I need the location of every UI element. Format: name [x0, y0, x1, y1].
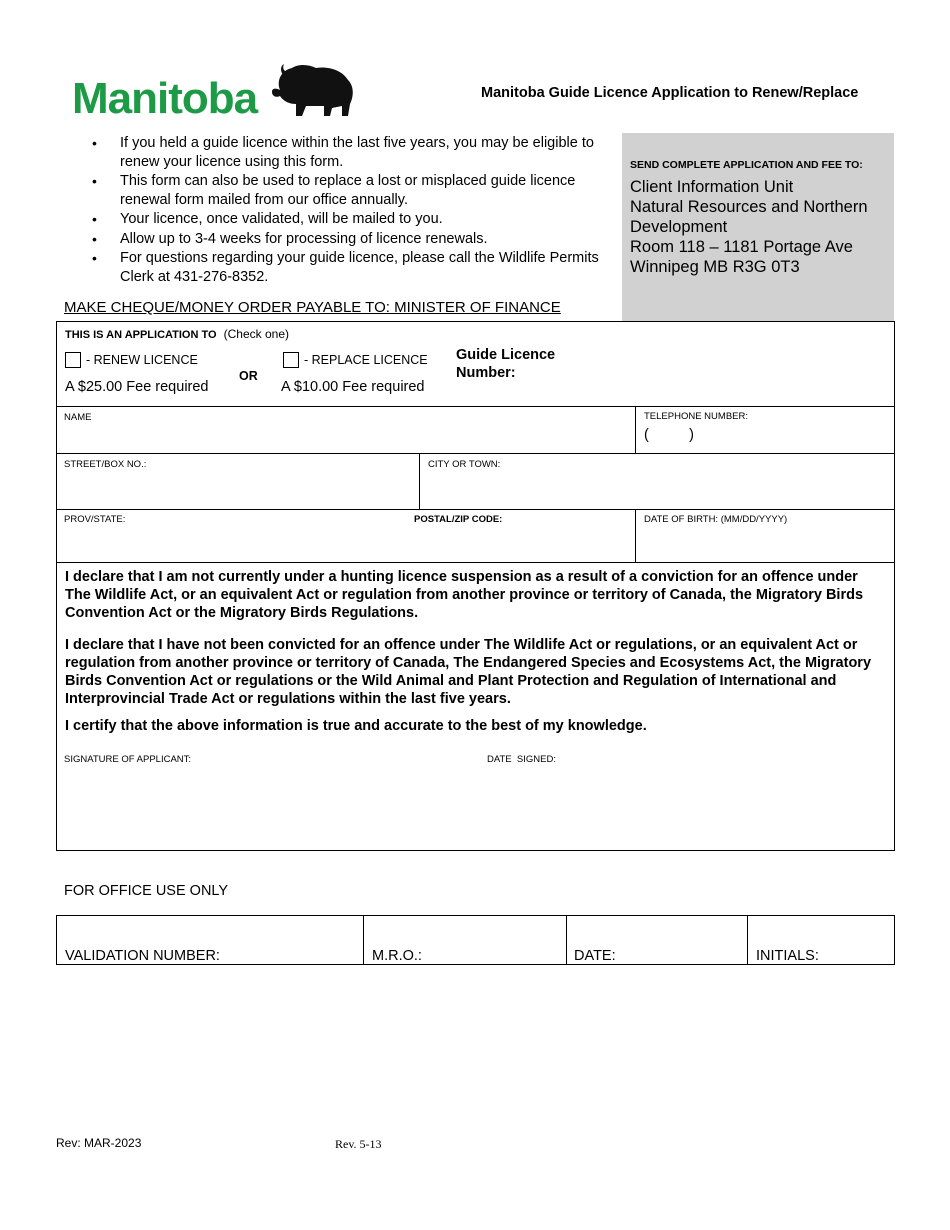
or-separator: OR	[239, 369, 258, 383]
office-use-label: FOR OFFICE USE ONLY	[64, 883, 229, 899]
renew-label: - RENEW LICENCE	[86, 353, 198, 367]
send-to-line: Client Information Unit	[630, 178, 794, 196]
renew-checkbox[interactable]	[65, 352, 81, 368]
office-date-label: DATE:	[574, 948, 616, 964]
send-to-box	[622, 133, 894, 322]
declaration-suspension: I declare that I am not currently under a hunting licence suspension as a result of a conviction for an offence under The Wildlife Act, or an equivalent Act or regulation from another province or territory of Canada, the Migratory Birds Convention Act or the Migratory Birds Regulations.	[65, 569, 864, 621]
bison-icon	[266, 60, 358, 118]
declaration-certify: I certify that the above information is true and accurate to the best of my knowledge.	[65, 718, 647, 734]
dob-label: DATE OF BIRTH: (MM/DD/YYYY)	[644, 514, 788, 525]
revision-date: Rev: MAR-2023	[56, 1136, 142, 1150]
instruction-item: • This form can also be used to replace a lost or misplaced guide licence renewal form mailed from our office annually.	[92, 172, 617, 209]
street-label: STREET/BOX NO.:	[64, 459, 147, 470]
instruction-item: • For questions regarding your guide licence, please call the Wildlife Permits Clerk at 431-276-8352.	[92, 249, 617, 286]
instruction-item: • If you held a guide licence within the last five years, you may be eligible to renew your licence using this form.	[92, 134, 617, 171]
telephone-field[interactable]: ( )	[644, 427, 694, 443]
payable-notice: MAKE CHEQUE/MONEY ORDER PAYABLE TO: MINISTER OF FINANCE	[64, 299, 561, 316]
postal-field[interactable]	[414, 528, 624, 558]
prov-label: PROV/STATE:	[64, 514, 126, 525]
logo-wordmark: Manitoba	[72, 74, 258, 123]
replace-checkbox[interactable]	[283, 352, 299, 368]
office-use-table	[56, 915, 895, 965]
revision-number: Rev. 5-13	[335, 1137, 382, 1151]
street-field[interactable]	[64, 474, 409, 504]
prov-field[interactable]	[64, 528, 404, 558]
signature-field[interactable]	[64, 772, 464, 842]
send-to-line: Room 118 – 1181 Portage Ave	[630, 238, 853, 256]
city-field[interactable]	[428, 474, 883, 504]
replace-label: - REPLACE LICENCE	[304, 353, 428, 367]
instructions-list	[92, 134, 617, 287]
form-title: Manitoba Guide Licence Application to Renew/Replace	[481, 85, 859, 101]
application-heading-note: (Check one)	[223, 327, 289, 341]
instruction-item: • Your licence, once validated, will be mailed to you.	[92, 210, 617, 229]
application-heading: THIS IS AN APPLICATION TO	[65, 329, 217, 341]
mro-label: M.R.O.:	[372, 948, 422, 964]
replace-fee: A $10.00 Fee required	[281, 379, 425, 395]
name-label: NAME	[64, 412, 92, 423]
dob-field[interactable]	[644, 528, 884, 558]
licence-number-label: Guide Licence Number:	[456, 347, 556, 381]
initials-label: INITIALS:	[756, 948, 819, 964]
telephone-label: TELEPHONE NUMBER:	[644, 411, 748, 422]
city-label: CITY OR TOWN:	[428, 459, 501, 470]
validation-number-label: VALIDATION NUMBER:	[65, 948, 220, 964]
declaration-conviction: I declare that I have not been convicted for an offence under The Wildlife Act or regulations, or an equivalent Act or regulation from another province or territory of Canada, The Endangered Species and Ecosystems Act, the Migratory Birds Convention Act or regulations or the Wild Animal and Plant Protection and Regulation of International and Interprovincial Trade Act or regulations within the last five years.	[65, 637, 872, 707]
date-signed-field[interactable]	[487, 772, 877, 842]
licence-number-field[interactable]	[582, 346, 882, 386]
postal-label: POSTAL/ZIP CODE:	[414, 514, 503, 525]
date-signed-label: DATE SIGNED:	[487, 754, 556, 765]
renew-fee: A $25.00 Fee required	[65, 379, 209, 395]
signature-label: SIGNATURE OF APPLICANT:	[64, 754, 192, 765]
application-form	[56, 321, 895, 851]
name-field[interactable]	[64, 426, 624, 452]
instruction-item: • Allow up to 3-4 weeks for processing of licence renewals.	[92, 230, 617, 249]
send-to-heading: SEND COMPLETE APPLICATION AND FEE TO:	[630, 159, 863, 171]
application-heading-row	[65, 327, 289, 341]
manitoba-logo	[70, 60, 360, 123]
send-to-line: Winnipeg MB R3G 0T3	[630, 258, 800, 276]
send-to-line: Natural Resources and Northern Development	[630, 198, 868, 236]
